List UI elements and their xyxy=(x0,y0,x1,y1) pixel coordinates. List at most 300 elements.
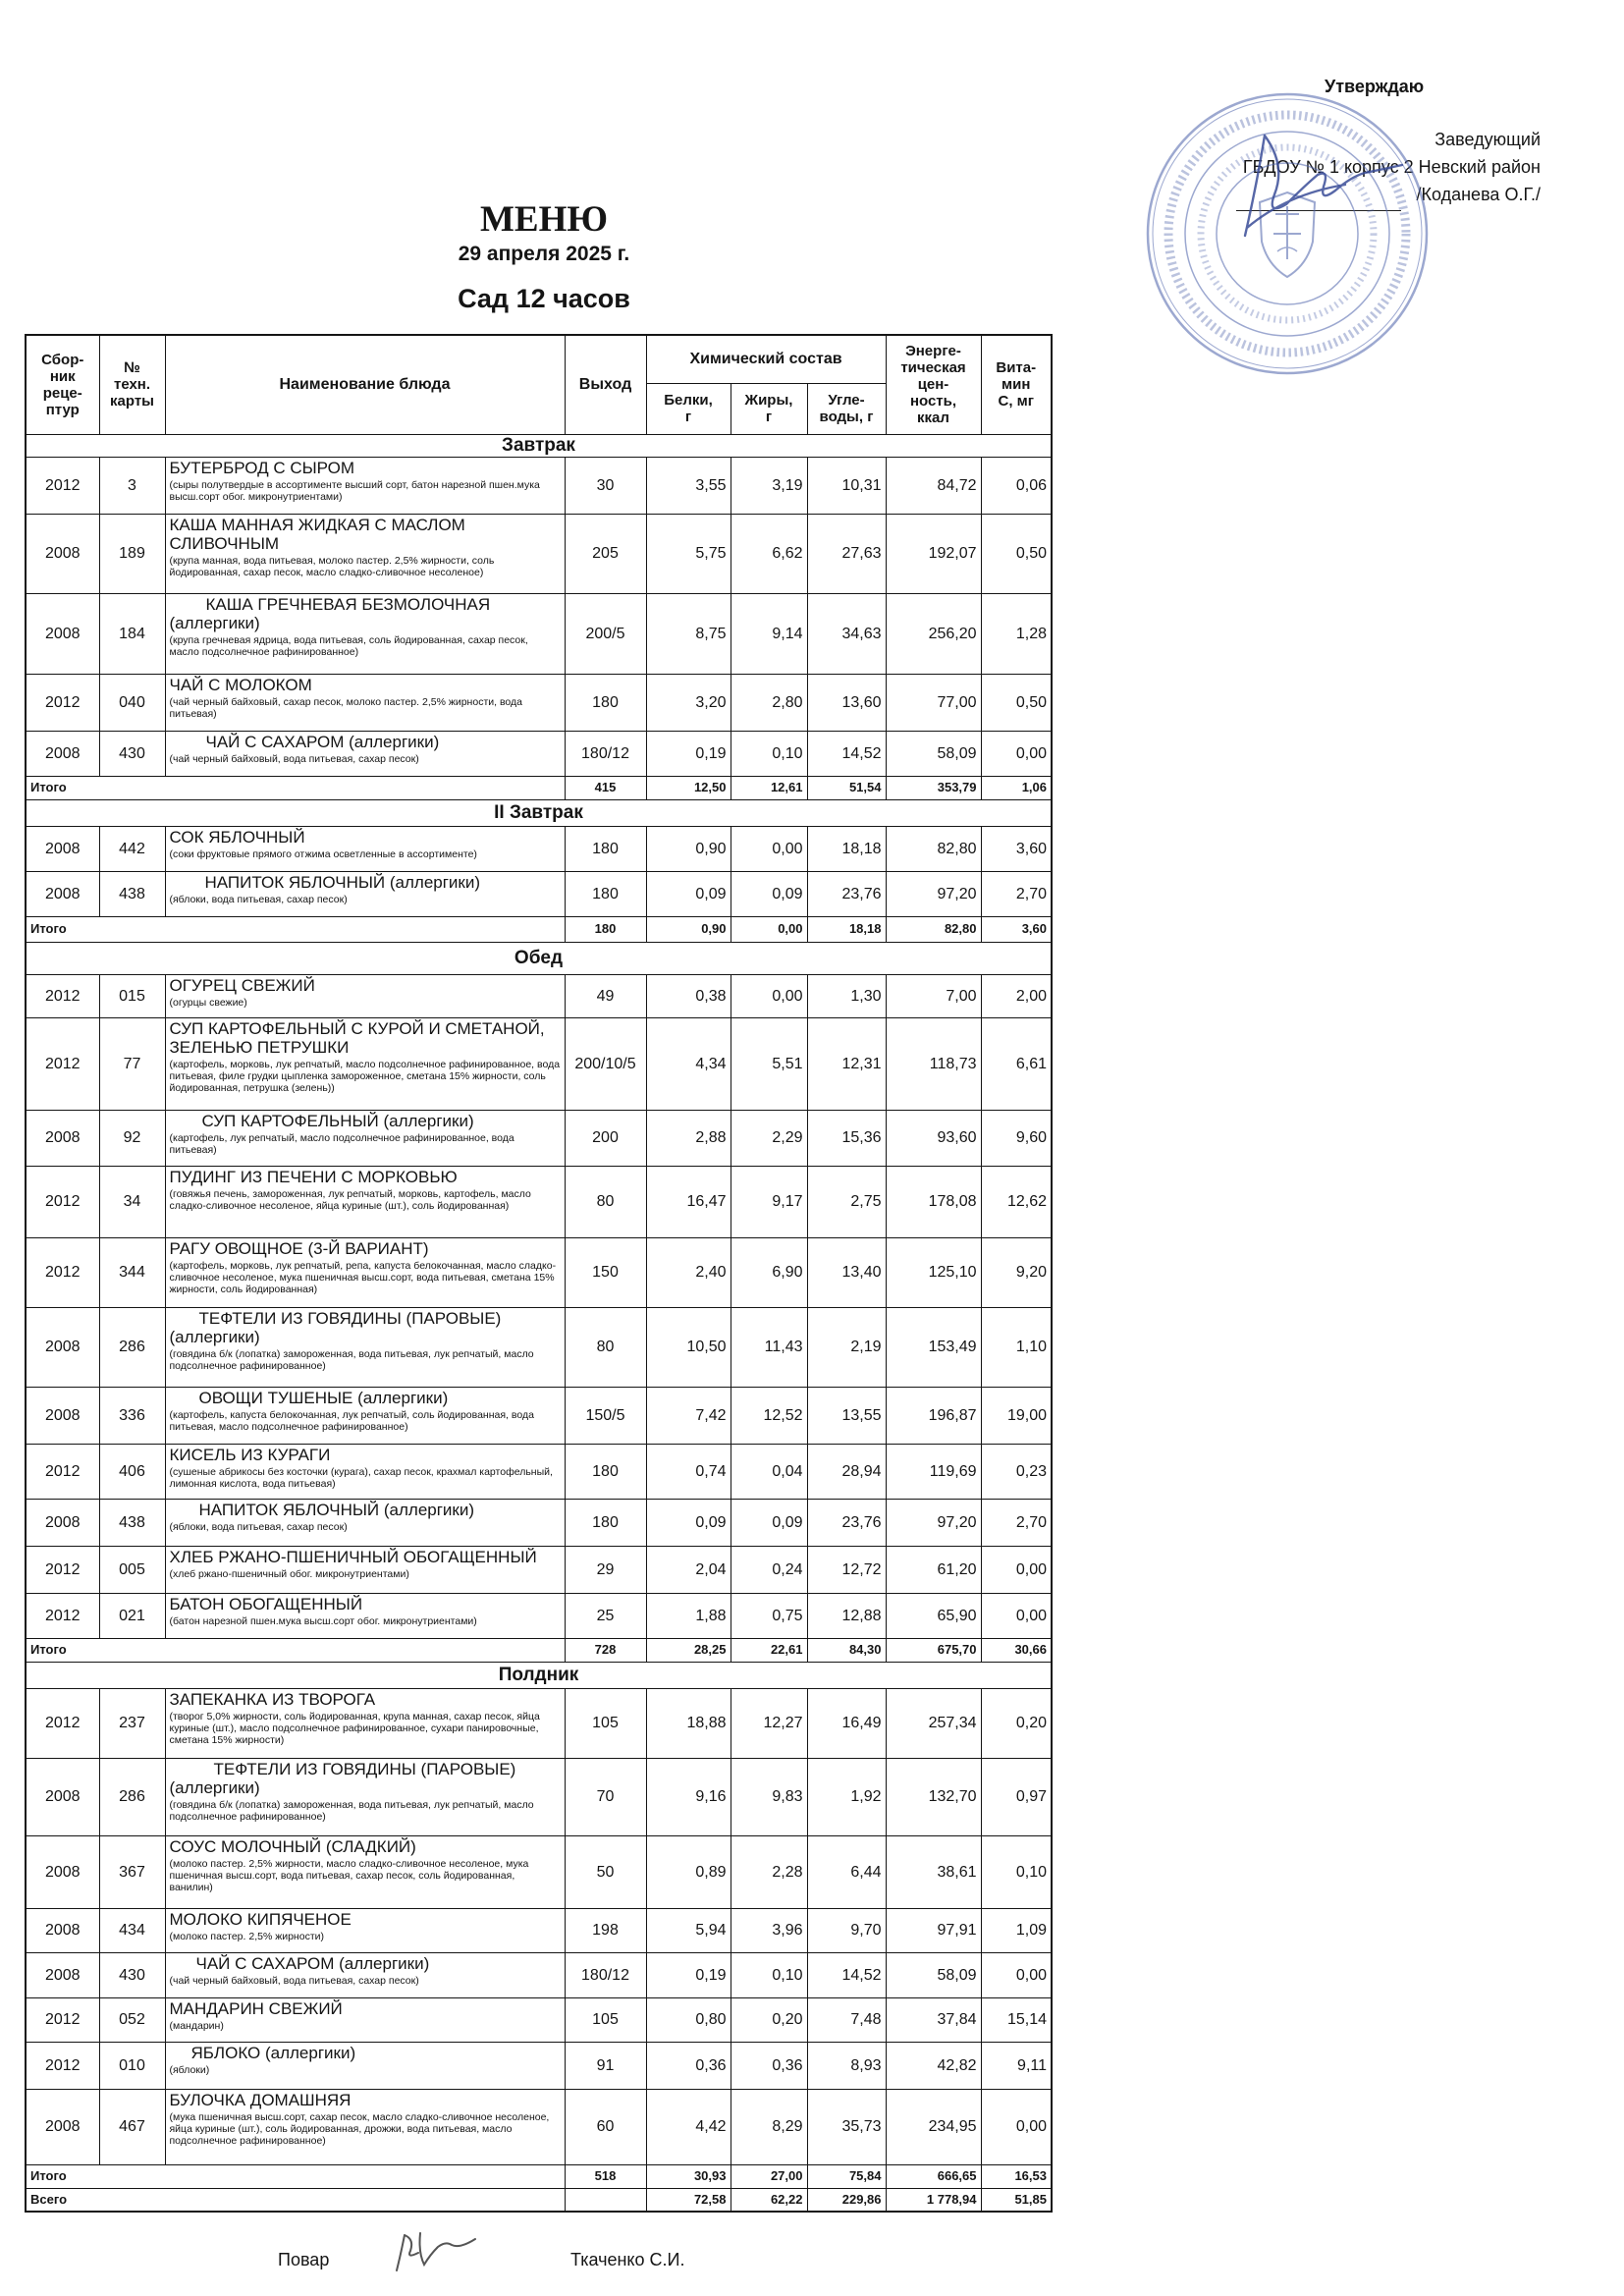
energy-cell: 118,73 xyxy=(886,1017,981,1110)
energy-cell: 257,34 xyxy=(886,1688,981,1758)
energy-cell: 65,90 xyxy=(886,1593,981,1638)
recipe-book-cell: 2008 xyxy=(26,1499,99,1546)
dish-composition: (говядина б/к (лопатка) замороженная, вода питьевая, лук репчатый, масло подсолнечное рафинированное) xyxy=(169,1798,534,1823)
vitamin-c-cell: 3,60 xyxy=(981,826,1052,871)
dish-cell xyxy=(165,974,565,1017)
carbs-cell: 12,88 xyxy=(807,1593,886,1638)
total-vitamin-c-cell: 16,53 xyxy=(981,2164,1052,2188)
output-cell: 150 xyxy=(565,1237,646,1307)
dish-name: ЗАПЕКАНКА ИЗ ТВОРОГА xyxy=(169,1689,376,1709)
recipe-book-cell: 2008 xyxy=(26,871,99,916)
total-row xyxy=(26,1638,1052,1662)
energy-cell: 178,08 xyxy=(886,1166,981,1237)
dish-name: БАТОН ОБОГАЩЕННЫЙ xyxy=(169,1594,363,1613)
menu-row xyxy=(26,871,1052,916)
output-cell: 180 xyxy=(565,1499,646,1546)
carbs-cell: 12,72 xyxy=(807,1546,886,1593)
fat-cell: 9,83 xyxy=(731,1758,807,1835)
dish-name: ТЕФТЕЛИ ИЗ ГОВЯДИНЫ (ПАРОВЫЕ) (аллергики) xyxy=(169,1759,516,1797)
dish-cell xyxy=(165,731,565,776)
total-carbs-cell: 51,54 xyxy=(807,776,886,799)
total-label: Итого xyxy=(26,916,565,942)
tech-card-cell: 286 xyxy=(99,1307,165,1387)
menu-row xyxy=(26,2042,1052,2089)
vitamin-c-cell: 15,14 xyxy=(981,1997,1052,2042)
recipe-book-cell: 2008 xyxy=(26,1758,99,1835)
fat-cell: 0,04 xyxy=(731,1444,807,1499)
fat-cell: 0,00 xyxy=(731,826,807,871)
menu-row xyxy=(26,1017,1052,1110)
section-header-row xyxy=(26,434,1052,457)
carbs-cell: 13,55 xyxy=(807,1387,886,1444)
energy-cell: 234,95 xyxy=(886,2089,981,2164)
energy-cell: 97,20 xyxy=(886,1499,981,1546)
fat-cell: 9,14 xyxy=(731,593,807,674)
menu-row xyxy=(26,974,1052,1017)
dish-composition: (батон нарезной пшен.мука высш.сорт обог. микронутриентами) xyxy=(169,1614,477,1627)
recipe-book-cell: 2012 xyxy=(26,974,99,1017)
vitamin-c-cell: 0,00 xyxy=(981,2089,1052,2164)
dish-name: ЧАЙ С МОЛОКОМ xyxy=(169,675,312,694)
tech-card-cell: 021 xyxy=(99,1593,165,1638)
tech-card-cell: 430 xyxy=(99,1952,165,1997)
output-cell: 60 xyxy=(565,2089,646,2164)
fat-cell: 3,96 xyxy=(731,1908,807,1952)
vitamin-c-cell: 1,10 xyxy=(981,1307,1052,1387)
protein-cell: 0,19 xyxy=(646,1952,731,1997)
tech-card-cell: 189 xyxy=(99,514,165,593)
dish-cell xyxy=(165,593,565,674)
grand-total-row xyxy=(26,2188,1052,2212)
dish-name: ЯБЛОКО (аллергики) xyxy=(190,2043,356,2062)
protein-cell: 0,09 xyxy=(646,1499,731,1546)
carbs-cell: 2,19 xyxy=(807,1307,886,1387)
vitamin-c-cell: 19,00 xyxy=(981,1387,1052,1444)
tech-card-cell: 77 xyxy=(99,1017,165,1110)
dish-composition: (картофель, морковь, лук репчатый, масло подсолнечное рафинированное, вода питьевая, филе грудки цыпленка замороженное, сметана 15% жирности, соль йодированная, петрушка (зелень)) xyxy=(169,1058,561,1094)
dish-cell xyxy=(165,1835,565,1908)
dish-composition: (чай черный байховый, сахар песок, молоко пастер. 2,5% жирности, вода питьевая) xyxy=(169,695,522,720)
menu-row xyxy=(26,1758,1052,1835)
energy-cell: 77,00 xyxy=(886,674,981,731)
carbs-cell: 15,36 xyxy=(807,1110,886,1166)
dish-composition: (говяжья печень, замороженная, лук репчатый, морковь, картофель, масло сладко-сливочное несоленое, яйца куриные (шт.), соль йодированная) xyxy=(169,1187,531,1212)
menu-row xyxy=(26,1387,1052,1444)
energy-cell: 192,07 xyxy=(886,514,981,593)
output-cell: 180 xyxy=(565,1444,646,1499)
carbs-cell: 16,49 xyxy=(807,1688,886,1758)
energy-cell: 97,20 xyxy=(886,871,981,916)
fat-cell: 2,28 xyxy=(731,1835,807,1908)
total-output-cell xyxy=(565,2188,646,2212)
fat-cell: 2,80 xyxy=(731,674,807,731)
menu-row xyxy=(26,731,1052,776)
total-carbs-cell: 75,84 xyxy=(807,2164,886,2188)
menu-row xyxy=(26,1546,1052,1593)
vitamin-c-cell: 1,28 xyxy=(981,593,1052,674)
vitamin-c-cell: 2,00 xyxy=(981,974,1052,1017)
output-cell: 150/5 xyxy=(565,1387,646,1444)
fat-cell: 6,90 xyxy=(731,1237,807,1307)
output-cell: 50 xyxy=(565,1835,646,1908)
output-cell: 70 xyxy=(565,1758,646,1835)
tech-card-cell: 430 xyxy=(99,731,165,776)
section-header-row xyxy=(26,942,1052,974)
total-vitamin-c-cell: 1,06 xyxy=(981,776,1052,799)
protein-cell: 18,88 xyxy=(646,1688,731,1758)
carbs-cell: 34,63 xyxy=(807,593,886,674)
total-vitamin-c-cell: 51,85 xyxy=(981,2188,1052,2212)
total-row xyxy=(26,2164,1052,2188)
vitamin-c-cell: 0,00 xyxy=(981,1593,1052,1638)
fat-cell: 0,09 xyxy=(731,871,807,916)
fat-cell: 6,62 xyxy=(731,514,807,593)
menu-row xyxy=(26,1444,1052,1499)
total-energy-cell: 675,70 xyxy=(886,1638,981,1662)
carbs-cell: 13,40 xyxy=(807,1237,886,1307)
protein-cell: 10,50 xyxy=(646,1307,731,1387)
total-protein-cell: 0,90 xyxy=(646,916,731,942)
carbs-cell: 8,93 xyxy=(807,2042,886,2089)
carbs-cell: 12,31 xyxy=(807,1017,886,1110)
vitamin-c-cell: 0,06 xyxy=(981,457,1052,514)
total-vitamin-c-cell: 30,66 xyxy=(981,1638,1052,1662)
carbs-cell: 23,76 xyxy=(807,1499,886,1546)
menu-row xyxy=(26,1593,1052,1638)
fat-cell: 0,24 xyxy=(731,1546,807,1593)
total-protein-cell: 28,25 xyxy=(646,1638,731,1662)
dish-composition: (чай черный байховый, вода питьевая, сахар песок) xyxy=(169,1974,419,1987)
total-output-cell: 518 xyxy=(565,2164,646,2188)
energy-cell: 58,09 xyxy=(886,731,981,776)
dish-composition: (говядина б/к (лопатка) замороженная, вода питьевая, лук репчатый, масло подсолнечное рафинированное) xyxy=(169,1347,534,1372)
dish-name: БУЛОЧКА ДОМАШНЯЯ xyxy=(169,2090,352,2109)
dish-cell xyxy=(165,1237,565,1307)
energy-cell: 97,91 xyxy=(886,1908,981,1952)
menu-row xyxy=(26,457,1052,514)
protein-cell: 3,20 xyxy=(646,674,731,731)
tech-card-cell: 3 xyxy=(99,457,165,514)
dish-composition: (мандарин) xyxy=(169,2019,224,2032)
carbs-cell: 10,31 xyxy=(807,457,886,514)
protein-cell: 0,19 xyxy=(646,731,731,776)
total-vitamin-c-cell: 3,60 xyxy=(981,916,1052,942)
section-title: II Завтрак xyxy=(26,799,1052,826)
fat-cell: 2,29 xyxy=(731,1110,807,1166)
dish-composition: (яблоки, вода питьевая, сахар песок) xyxy=(169,1520,348,1533)
dish-cell xyxy=(165,1546,565,1593)
total-carbs-cell: 18,18 xyxy=(807,916,886,942)
recipe-book-cell: 2012 xyxy=(26,457,99,514)
dish-cell xyxy=(165,826,565,871)
cook-role: Повар xyxy=(278,2250,330,2269)
dish-cell xyxy=(165,1387,565,1444)
protein-cell: 1,88 xyxy=(646,1593,731,1638)
output-cell: 205 xyxy=(565,514,646,593)
tech-card-cell: 052 xyxy=(99,1997,165,2042)
dish-cell xyxy=(165,2089,565,2164)
dish-cell xyxy=(165,1499,565,1546)
recipe-book-cell: 2008 xyxy=(26,731,99,776)
fat-cell: 0,10 xyxy=(731,1952,807,1997)
carbs-cell: 14,52 xyxy=(807,1952,886,1997)
dish-name: ХЛЕБ РЖАНО-ПШЕНИЧНЫЙ ОБОГАЩЕННЫЙ xyxy=(169,1547,537,1566)
dish-composition: (соки фруктовые прямого отжима осветленные в ассортименте) xyxy=(169,847,477,860)
total-protein-cell: 30,93 xyxy=(646,2164,731,2188)
total-label: Итого xyxy=(26,1638,565,1662)
vitamin-c-cell: 0,00 xyxy=(981,731,1052,776)
carbs-cell: 18,18 xyxy=(807,826,886,871)
dish-composition: (крупа гречневая ядрица, вода питьевая, соль йодированная, сахар песок, масло подсолнечное рафинированное) xyxy=(169,633,528,658)
tech-card-cell: 406 xyxy=(99,1444,165,1499)
tech-card-cell: 442 xyxy=(99,826,165,871)
dish-name: СОК ЯБЛОЧНЫЙ xyxy=(169,827,305,847)
total-fat-cell: 22,61 xyxy=(731,1638,807,1662)
fat-cell: 0,20 xyxy=(731,1997,807,2042)
vitamin-c-cell: 0,10 xyxy=(981,1835,1052,1908)
tech-card-cell: 367 xyxy=(99,1835,165,1908)
dish-composition: (яблоки) xyxy=(169,2063,210,2076)
vitamin-c-cell: 12,62 xyxy=(981,1166,1052,1237)
total-energy-cell: 1 778,94 xyxy=(886,2188,981,2212)
carbs-cell: 13,60 xyxy=(807,674,886,731)
protein-cell: 9,16 xyxy=(646,1758,731,1835)
recipe-book-cell: 2008 xyxy=(26,2089,99,2164)
dish-name: ОГУРЕЦ СВЕЖИЙ xyxy=(169,975,315,995)
energy-cell: 7,00 xyxy=(886,974,981,1017)
header-recipe-book: Сбор- ник реце- птур xyxy=(26,335,99,434)
carbs-cell: 35,73 xyxy=(807,2089,886,2164)
output-cell: 180 xyxy=(565,674,646,731)
menu-table xyxy=(25,334,1053,2213)
carbs-cell: 23,76 xyxy=(807,871,886,916)
vitamin-c-cell: 0,20 xyxy=(981,1688,1052,1758)
dish-name: КАША МАННАЯ ЖИДКАЯ С МАСЛОМ СЛИВОЧНЫМ xyxy=(169,515,465,553)
tech-card-cell: 015 xyxy=(99,974,165,1017)
energy-cell: 256,20 xyxy=(886,593,981,674)
recipe-book-cell: 2012 xyxy=(26,1997,99,2042)
menu-row xyxy=(26,674,1052,731)
vitamin-c-cell: 2,70 xyxy=(981,871,1052,916)
menu-row xyxy=(26,1237,1052,1307)
recipe-book-cell: 2012 xyxy=(26,1017,99,1110)
dish-cell xyxy=(165,1688,565,1758)
menu-row xyxy=(26,1997,1052,2042)
dish-cell xyxy=(165,1110,565,1166)
fat-cell: 12,52 xyxy=(731,1387,807,1444)
header-dish-name: Наименование блюда xyxy=(165,335,565,434)
vitamin-c-cell: 0,97 xyxy=(981,1758,1052,1835)
output-cell: 80 xyxy=(565,1166,646,1237)
fat-cell: 5,51 xyxy=(731,1017,807,1110)
section-header-row xyxy=(26,799,1052,826)
energy-cell: 61,20 xyxy=(886,1546,981,1593)
dish-composition: (мука пшеничная высш.сорт, сахар песок, масло сладко-сливочное несоленое, яйца куриные (шт.), соль йодированная, дрожжи, вода питьевая, масло подсолнечное рафинированное) xyxy=(169,2110,550,2147)
tech-card-cell: 286 xyxy=(99,1758,165,1835)
dish-cell xyxy=(165,514,565,593)
dish-composition: (крупа манная, вода питьевая, молоко пастер. 2,5% жирности, соль йодированная, сахар песок, масло сладко-сливочное несоленое) xyxy=(169,554,495,578)
dish-name: МАНДАРИН СВЕЖИЙ xyxy=(169,1998,343,2018)
output-cell: 200/5 xyxy=(565,593,646,674)
recipe-book-cell: 2012 xyxy=(26,1688,99,1758)
section-title: Полдник xyxy=(26,1662,1052,1688)
dish-name: НАПИТОК ЯБЛОЧНЫЙ (аллергики) xyxy=(204,872,481,892)
recipe-book-cell: 2012 xyxy=(26,1546,99,1593)
output-cell: 200/10/5 xyxy=(565,1017,646,1110)
fat-cell: 9,17 xyxy=(731,1166,807,1237)
header-fat: Жиры, г xyxy=(731,383,807,434)
fat-cell: 0,75 xyxy=(731,1593,807,1638)
header-chemical-composition: Химический состав xyxy=(646,335,886,383)
output-cell: 29 xyxy=(565,1546,646,1593)
menu-row xyxy=(26,1952,1052,1997)
approval-position: Заведующий xyxy=(1435,130,1541,149)
total-fat-cell: 12,61 xyxy=(731,776,807,799)
output-cell: 180/12 xyxy=(565,1952,646,1997)
header-vitamin-c: Вита- мин С, мг xyxy=(981,335,1052,434)
output-cell: 198 xyxy=(565,1908,646,1952)
dish-name: БУТЕРБРОД С СЫРОМ xyxy=(169,458,355,477)
vitamin-c-cell: 6,61 xyxy=(981,1017,1052,1110)
energy-cell: 119,69 xyxy=(886,1444,981,1499)
dish-name: НАПИТОК ЯБЛОЧНЫЙ (аллергики) xyxy=(198,1500,475,1519)
total-fat-cell: 27,00 xyxy=(731,2164,807,2188)
recipe-book-cell: 2012 xyxy=(26,1593,99,1638)
tech-card-cell: 184 xyxy=(99,593,165,674)
total-row xyxy=(26,776,1052,799)
menu-row xyxy=(26,1908,1052,1952)
cook-signature-icon xyxy=(391,2225,489,2276)
recipe-book-cell: 2012 xyxy=(26,2042,99,2089)
vitamin-c-cell: 1,09 xyxy=(981,1908,1052,1952)
recipe-book-cell: 2008 xyxy=(26,1110,99,1166)
protein-cell: 0,38 xyxy=(646,974,731,1017)
menu-row xyxy=(26,593,1052,674)
dish-cell xyxy=(165,1166,565,1237)
output-cell: 49 xyxy=(565,974,646,1017)
fat-cell: 8,29 xyxy=(731,2089,807,2164)
dish-cell xyxy=(165,1017,565,1110)
protein-cell: 4,34 xyxy=(646,1017,731,1110)
vitamin-c-cell: 9,20 xyxy=(981,1237,1052,1307)
approval-organization: ГБДОУ № 1 корпус 2 Невский район xyxy=(1242,157,1541,177)
protein-cell: 2,88 xyxy=(646,1110,731,1166)
dish-name: ПУДИНГ ИЗ ПЕЧЕНИ С МОРКОВЬЮ xyxy=(169,1167,458,1186)
dish-composition: (картофель, капуста белокочанная, лук репчатый, соль йодированная, вода питьевая, масло подсолнечное рафинированное) xyxy=(169,1408,534,1433)
carbs-cell: 6,44 xyxy=(807,1835,886,1908)
menu-row xyxy=(26,1307,1052,1387)
total-energy-cell: 666,65 xyxy=(886,2164,981,2188)
recipe-book-cell: 2008 xyxy=(26,1835,99,1908)
fat-cell: 0,10 xyxy=(731,731,807,776)
carbs-cell: 9,70 xyxy=(807,1908,886,1952)
total-row xyxy=(26,916,1052,942)
output-cell: 105 xyxy=(565,1997,646,2042)
recipe-book-cell: 2008 xyxy=(26,1307,99,1387)
menu-row xyxy=(26,2089,1052,2164)
dish-composition: (сушеные абрикосы без косточки (курага), сахар песок, крахмал картофельный, лимонная кислота, вода питьевая) xyxy=(169,1465,553,1490)
dish-cell xyxy=(165,1444,565,1499)
output-cell: 105 xyxy=(565,1688,646,1758)
dish-name: КИСЕЛЬ ИЗ КУРАГИ xyxy=(169,1445,331,1464)
tech-card-cell: 344 xyxy=(99,1237,165,1307)
tech-card-cell: 237 xyxy=(99,1688,165,1758)
recipe-book-cell: 2012 xyxy=(26,674,99,731)
vitamin-c-cell: 0,50 xyxy=(981,514,1052,593)
output-cell: 25 xyxy=(565,1593,646,1638)
output-cell: 180/12 xyxy=(565,731,646,776)
carbs-cell: 27,63 xyxy=(807,514,886,593)
tech-card-cell: 34 xyxy=(99,1166,165,1237)
vitamin-c-cell: 9,60 xyxy=(981,1110,1052,1166)
carbs-cell: 1,92 xyxy=(807,1758,886,1835)
menu-row xyxy=(26,1499,1052,1546)
header-tech-card: № техн. карты xyxy=(99,335,165,434)
header-protein: Белки, г xyxy=(646,383,731,434)
tech-card-cell: 336 xyxy=(99,1387,165,1444)
total-label: Всего xyxy=(26,2188,565,2212)
dish-composition: (творог 5,0% жирности, соль йодированная, крупа манная, сахар песок, яйца куриные (шт.), масло подсолнечное рафинированное, сухари панировочные, сметана 15% жирности) xyxy=(169,1710,540,1746)
vitamin-c-cell: 9,11 xyxy=(981,2042,1052,2089)
energy-cell: 196,87 xyxy=(886,1387,981,1444)
menu-row xyxy=(26,514,1052,593)
recipe-book-cell: 2012 xyxy=(26,1166,99,1237)
carbs-cell: 28,94 xyxy=(807,1444,886,1499)
dish-cell xyxy=(165,1952,565,1997)
tech-card-cell: 438 xyxy=(99,871,165,916)
section-title: Завтрак xyxy=(26,434,1052,457)
dish-composition: (картофель, лук репчатый, масло подсолнечное рафинированное, вода питьевая) xyxy=(169,1131,514,1156)
energy-cell: 38,61 xyxy=(886,1835,981,1908)
recipe-book-cell: 2008 xyxy=(26,593,99,674)
menu-row xyxy=(26,1166,1052,1237)
cook-name: Ткаченко С.И. xyxy=(570,2250,685,2269)
tech-card-cell: 92 xyxy=(99,1110,165,1166)
energy-cell: 42,82 xyxy=(886,2042,981,2089)
header-energy: Энерге- тическая цен- ность, ккал xyxy=(886,335,981,434)
protein-cell: 2,40 xyxy=(646,1237,731,1307)
dish-name: ОВОЩИ ТУШЕНЫЕ (аллергики) xyxy=(198,1388,449,1407)
output-cell: 91 xyxy=(565,2042,646,2089)
dish-name: ТЕФТЕЛИ ИЗ ГОВЯДИНЫ (ПАРОВЫЕ) (аллергики) xyxy=(169,1308,502,1346)
total-energy-cell: 82,80 xyxy=(886,916,981,942)
dish-composition: (картофель, морковь, лук репчатый, репа, капуста белокочанная, масло сладко-сливочное несоленое, мука пшеничная высш.сорт, вода питьевая, сметана 15% жирности, соль йодированная) xyxy=(169,1259,557,1295)
output-cell: 80 xyxy=(565,1307,646,1387)
dish-cell xyxy=(165,1758,565,1835)
recipe-book-cell: 2008 xyxy=(26,1387,99,1444)
total-carbs-cell: 229,86 xyxy=(807,2188,886,2212)
total-label: Итого xyxy=(26,776,565,799)
director-signature-icon xyxy=(1227,126,1424,253)
protein-cell: 8,75 xyxy=(646,593,731,674)
tech-card-cell: 005 xyxy=(99,1546,165,1593)
energy-cell: 58,09 xyxy=(886,1952,981,1997)
output-cell: 180 xyxy=(565,826,646,871)
recipe-book-cell: 2012 xyxy=(26,1237,99,1307)
protein-cell: 0,80 xyxy=(646,1997,731,2042)
dish-cell xyxy=(165,871,565,916)
protein-cell: 7,42 xyxy=(646,1387,731,1444)
header-output: Выход xyxy=(565,335,646,434)
protein-cell: 0,36 xyxy=(646,2042,731,2089)
dish-composition: (молоко пастер. 2,5% жирности) xyxy=(169,1930,324,1942)
protein-cell: 4,42 xyxy=(646,2089,731,2164)
dish-cell xyxy=(165,2042,565,2089)
protein-cell: 2,04 xyxy=(646,1546,731,1593)
menu-row xyxy=(26,826,1052,871)
total-output-cell: 728 xyxy=(565,1638,646,1662)
tech-card-cell: 010 xyxy=(99,2042,165,2089)
